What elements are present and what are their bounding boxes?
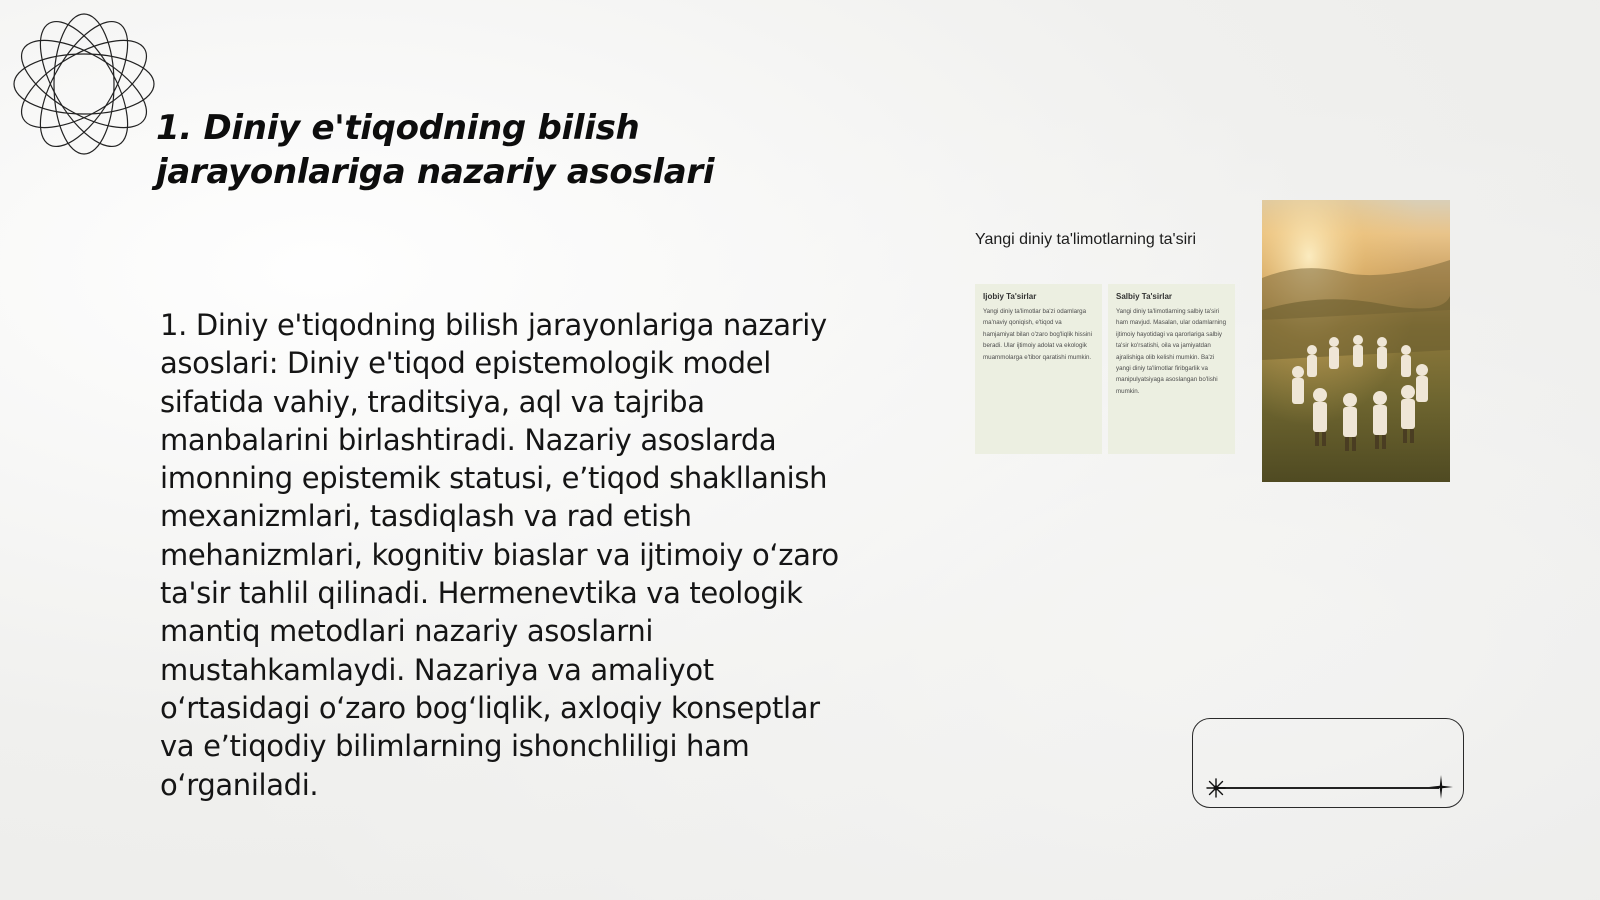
four-point-star-icon [1429, 775, 1453, 799]
thumbnail-cards [975, 284, 1235, 454]
thumbnail-card-text: Yangi diniy ta'limotlarning salbiy ta'siri ham mavjud. Masalan, ular odamlarning ijtimoiy hayotidagi va qarorlariga salbiy ta'sir ko'rsatishi, oila va jamiyatdan ajralishiga olib kelishi mumkin. Ba'zi yangi diniy ta'limotlar firibgarlik va manipulyatsiyaga asoslangan bo'lishi mumkin. [1116, 308, 1227, 395]
slide-body-text: 1. Diniy e'tiqodning bilish jarayonlariga nazariy asoslari: Diniy e'tiqod epistemologik model sifatida vahiy, traditsiya, aql va tajriba manbalarini birlashtiradi. Nazariy asoslarda imonning epistemik statusi, e’tiqod shakllanish mexanizmlari, tasdiqlash va rad etish mehanizmlari, kognitiv biaslar va ijtimoiy o‘zaro ta'sir tahlil qilinadi. Hermenevtika va teologik mantiq metodlari nazariy asoslarni mustahkamlaydi. Nazariya va amaliyot o‘rtasidagi o‘zaro bog‘liqlik, axloqiy konseptlar va e’tiqodiy bilimlarning ishonchliligi ham o‘rganiladi. [160, 308, 839, 802]
thumbnail-card-heading: Salbiy Ta'sirlar [1116, 292, 1173, 301]
thumbnail-title: Yangi diniy ta'limotlarning ta'siri [975, 231, 1197, 248]
timeline-line [1217, 787, 1439, 789]
orbital-rings-ornament [10, 10, 158, 158]
people-in-circle-photo [1262, 200, 1450, 482]
thumbnail-card-heading: Ijobiy Ta'sirlar [983, 292, 1037, 301]
timeline-frame [1192, 718, 1464, 808]
slide-thumbnail-preview [970, 200, 1452, 482]
slide-title: 1. Diniy e'tiqodning bilish jarayonlariga nazariy asoslari [156, 108, 715, 192]
thumbnail-card-text: Yangi diniy ta'limotlar ba'zi odamlarga ma'naviy qoniqish, e'tiqod va hamjamiyat bilan o'zaro bog'liqlik hissini beradi. Ular ijtimoiy adolat va ekologik muammolarga e'tibor qaratishi mumkin. [983, 308, 1092, 361]
thumbnail-card-positive [975, 284, 1102, 454]
sparkle-star-icon [1205, 777, 1227, 799]
thumbnail-card-negative [1108, 284, 1235, 454]
